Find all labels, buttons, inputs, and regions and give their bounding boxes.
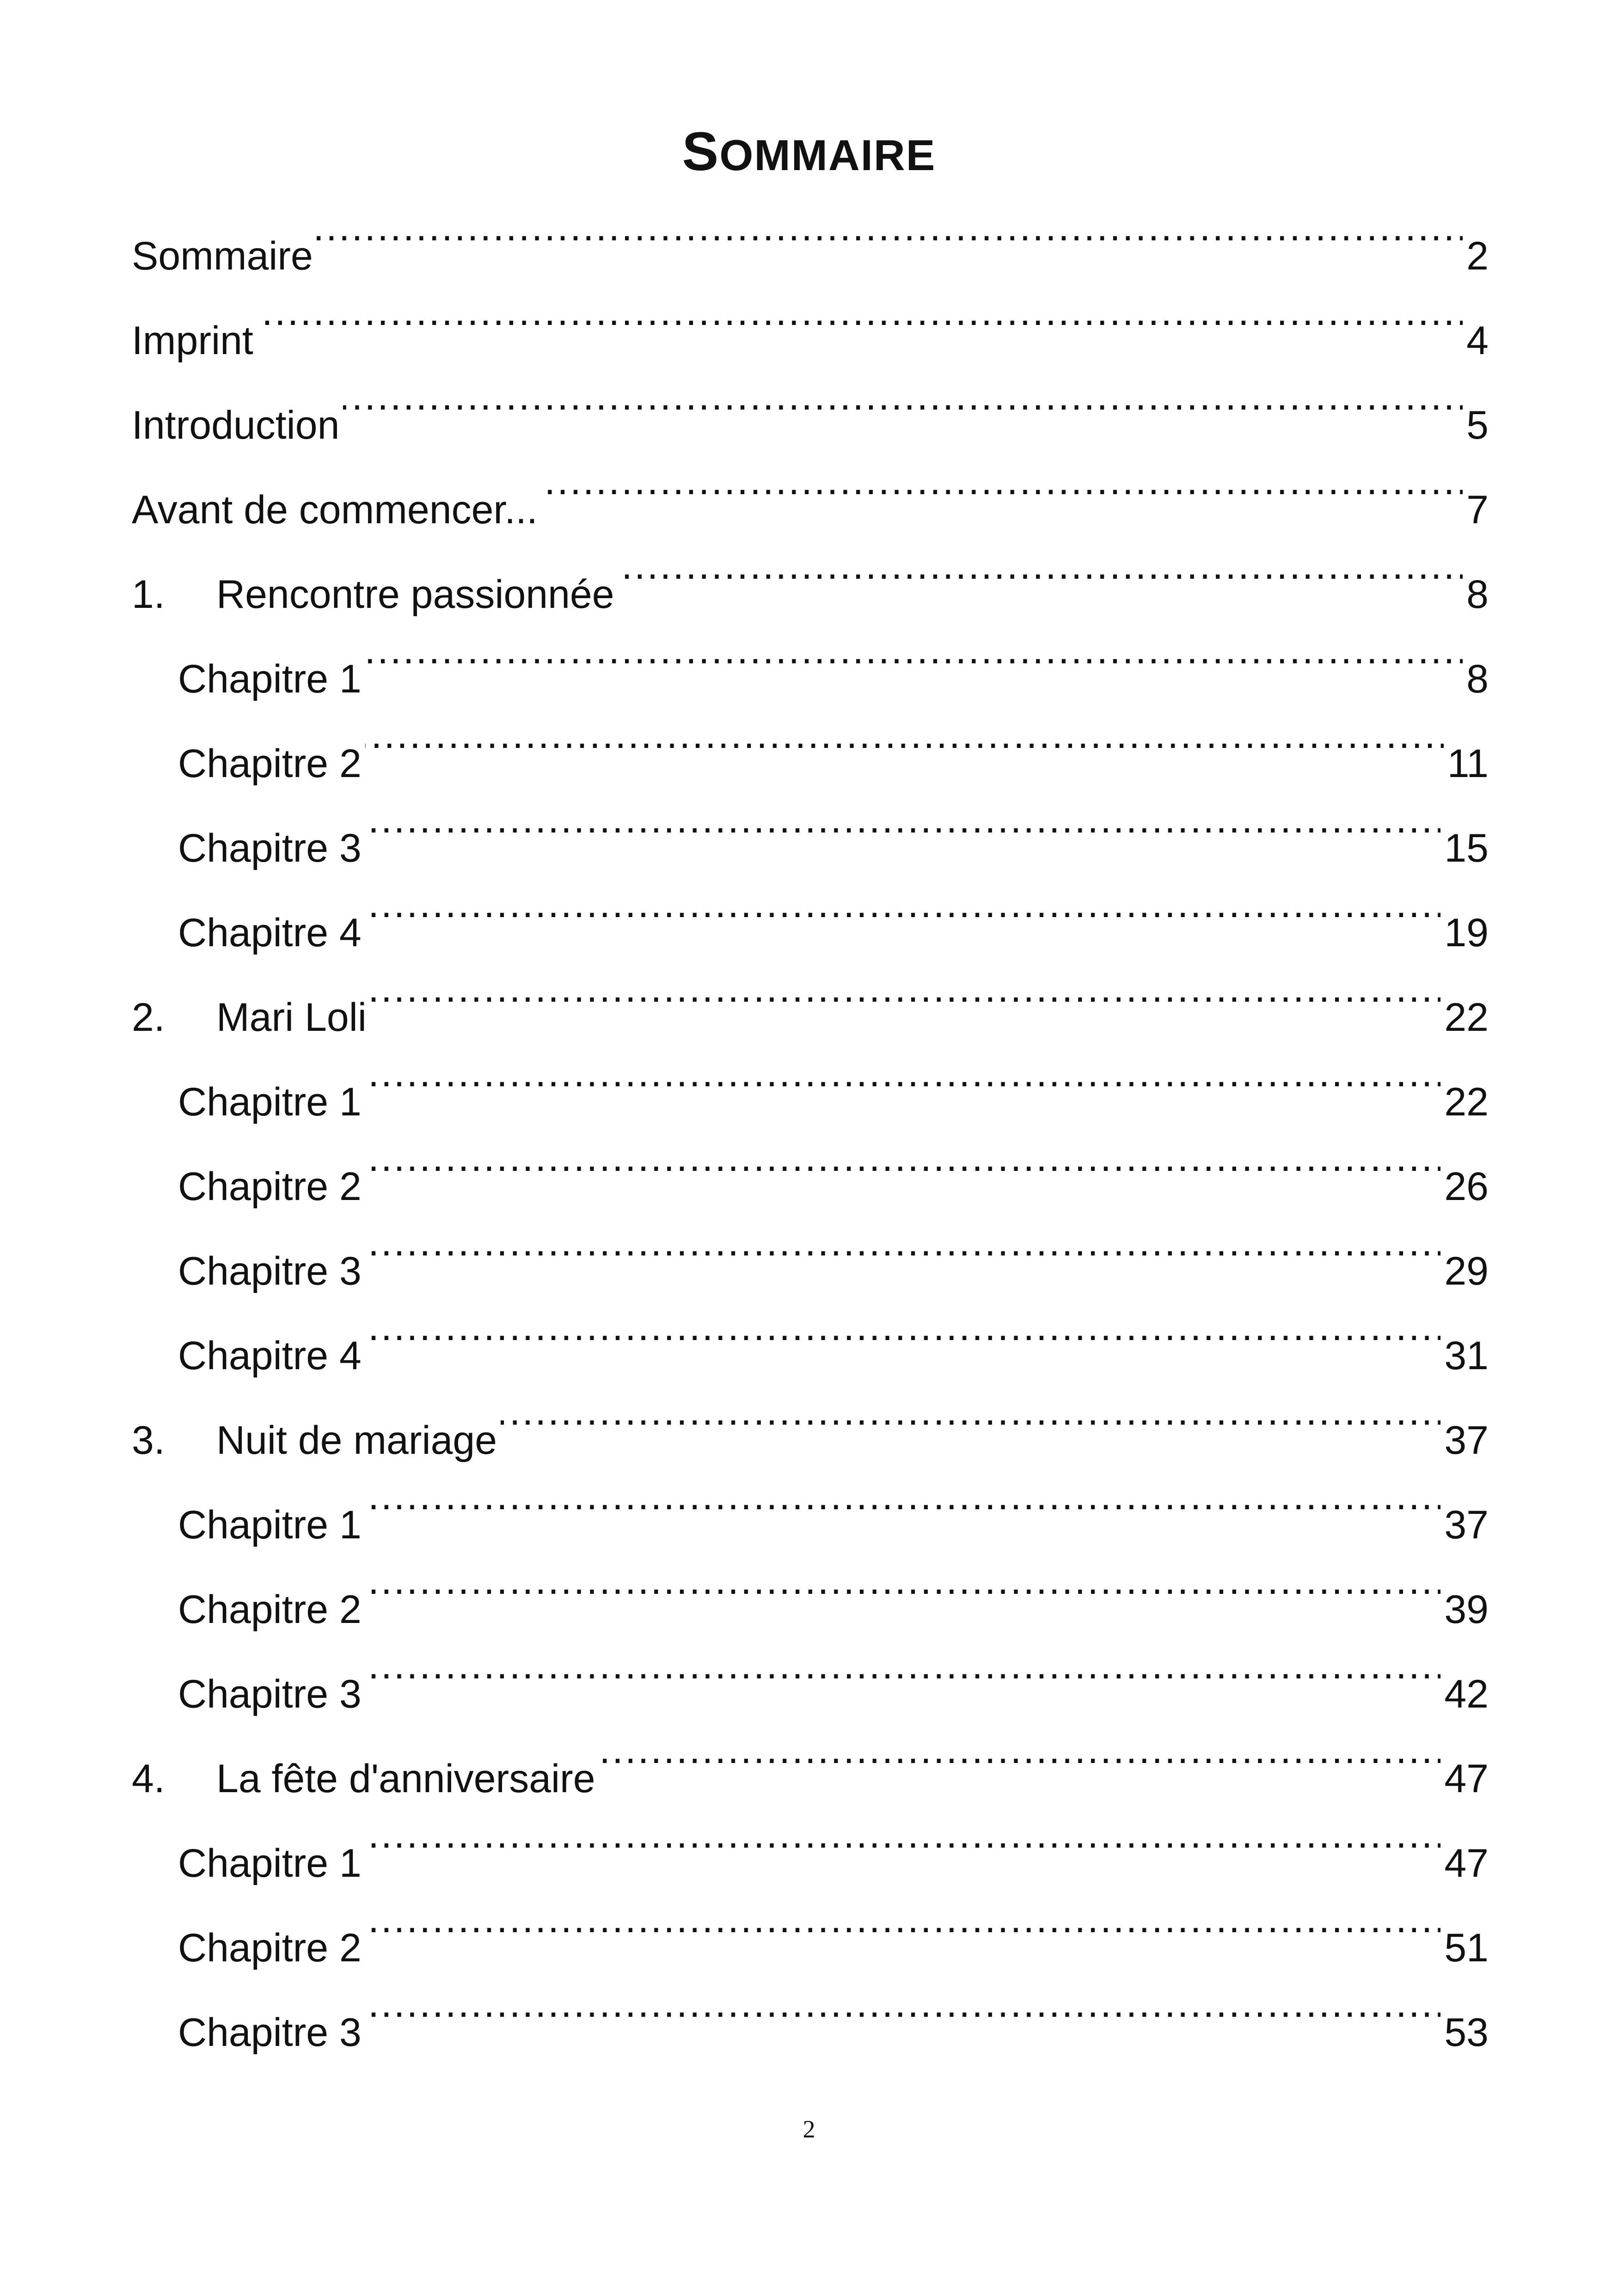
dot-leader	[541, 439, 1463, 523]
page-title-initial: S	[682, 121, 720, 183]
toc-entry-title: Chapitre 1	[178, 1503, 362, 1547]
toc-entry[interactable]	[132, 269, 1489, 363]
page-title	[0, 121, 1618, 183]
toc-entry-label	[132, 1567, 362, 1652]
toc-entry[interactable]	[132, 185, 1489, 278]
toc-entry-page: 51	[1444, 1926, 1489, 1970]
toc-entry-number: 2.	[132, 995, 165, 1040]
toc-entry-title: Chapitre 3	[178, 1249, 362, 1293]
toc-entry-page: 7	[1466, 488, 1489, 532]
dot-leader	[365, 608, 1463, 692]
toc-entry-label	[132, 975, 367, 1060]
dot-leader	[365, 1200, 1441, 1285]
toc-entry[interactable]	[132, 354, 1489, 447]
dot-leader	[365, 1454, 1441, 1538]
toc-entry-label	[132, 1145, 362, 1229]
dot-leader	[365, 1538, 1441, 1623]
toc-entry-page: 47	[1444, 1757, 1489, 1801]
toc-entry-title: Chapitre 3	[178, 1672, 362, 1716]
toc-entry-title: Chapitre 3	[178, 826, 362, 870]
toc-entry-label	[132, 468, 538, 552]
dot-leader	[365, 1623, 1441, 1708]
dot-leader	[365, 1877, 1441, 1961]
toc-entry-title: Chapitre 1	[178, 1841, 362, 1886]
toc-entry-title: Chapitre 4	[178, 911, 362, 955]
toc-entry-title: Chapitre 2	[178, 741, 362, 786]
dot-leader	[343, 354, 1463, 439]
toc-entry-title: Chapitre 2	[178, 1926, 362, 1970]
toc-entry-number: 1.	[132, 572, 165, 617]
toc-entry-label	[132, 1821, 362, 1906]
toc-entry-page: 39	[1444, 1587, 1489, 1632]
toc-entry-page: 8	[1466, 572, 1489, 617]
toc-entry-title: Imprint	[132, 318, 253, 363]
dot-leader	[365, 692, 1444, 777]
toc-entry-title: Chapitre 1	[178, 1080, 362, 1124]
toc-entry-page: 19	[1444, 911, 1489, 955]
toc-entry-label	[132, 722, 362, 806]
toc-entry-page: 22	[1444, 995, 1489, 1040]
toc-entry-page: 26	[1444, 1164, 1489, 1209]
toc-entry-page: 22	[1444, 1080, 1489, 1124]
toc-entry-label	[132, 1906, 362, 1990]
toc-entry-title: Introduction	[132, 403, 340, 447]
toc-entry-title: Chapitre 1	[178, 657, 362, 701]
toc-entry-label	[132, 1990, 362, 2075]
toc-entry-number: 4.	[132, 1757, 165, 1801]
toc-entry-title: Avant de commencer...	[132, 488, 538, 532]
dot-leader	[365, 1961, 1441, 2046]
toc-entry-page: 53	[1444, 2010, 1489, 2055]
table-of-contents	[132, 185, 1489, 2055]
toc-entry-page: 2	[1466, 234, 1489, 278]
dot-leader	[365, 1115, 1441, 1200]
toc-entry-page: 4	[1466, 318, 1489, 363]
dot-leader	[618, 523, 1463, 608]
dot-leader	[365, 1031, 1441, 1115]
toc-entry-page: 8	[1466, 657, 1489, 701]
toc-entry-title: Sommaire	[132, 234, 313, 278]
toc-entry-label	[132, 1652, 362, 1737]
dot-leader	[365, 1285, 1441, 1369]
toc-entry-page: 15	[1444, 826, 1489, 870]
toc-entry-page: 37	[1444, 1503, 1489, 1547]
toc-entry-title: La fête d'anniversaire	[216, 1757, 595, 1801]
toc-entry-page: 31	[1444, 1334, 1489, 1378]
page-title-rest: OMMAIRE	[719, 131, 936, 180]
dot-leader	[365, 777, 1441, 862]
toc-entry-title: Rencontre passionnée	[216, 572, 614, 617]
toc-entry-page: 29	[1444, 1249, 1489, 1293]
page-number: 2	[803, 2115, 815, 2143]
toc-entry-page: 5	[1466, 403, 1489, 447]
toc-entry-page: 37	[1444, 1418, 1489, 1463]
toc-entry-label	[132, 1060, 362, 1145]
toc-entry-page: 42	[1444, 1672, 1489, 1716]
dot-leader	[370, 946, 1440, 1031]
toc-entry-page: 47	[1444, 1841, 1489, 1886]
toc-entry-label	[132, 299, 253, 383]
dot-leader	[365, 862, 1441, 946]
toc-entry-label	[132, 806, 362, 891]
toc-entry-title: Chapitre 2	[178, 1587, 362, 1632]
toc-entry-title: Chapitre 3	[178, 2010, 362, 2055]
toc-entry-title: Mari Loli	[216, 995, 367, 1040]
toc-entry-title: Nuit de mariage	[216, 1418, 497, 1463]
dot-leader	[599, 1708, 1441, 1792]
toc-entry-label	[132, 1314, 362, 1398]
toc-entry-label	[132, 637, 362, 722]
dot-leader	[257, 269, 1463, 354]
dot-leader	[501, 1369, 1440, 1454]
toc-entry-number: 3.	[132, 1418, 165, 1463]
dot-leader	[317, 185, 1463, 269]
toc-entry-page: 11	[1447, 741, 1489, 786]
dot-leader	[365, 1792, 1441, 1877]
toc-entry-title: Chapitre 2	[178, 1164, 362, 1209]
toc-entry-label	[132, 1483, 362, 1567]
toc-entry-label	[132, 891, 362, 975]
toc-entry-label	[132, 383, 339, 468]
toc-entry-label	[132, 1229, 362, 1314]
toc-entry-title: Chapitre 4	[178, 1334, 362, 1378]
